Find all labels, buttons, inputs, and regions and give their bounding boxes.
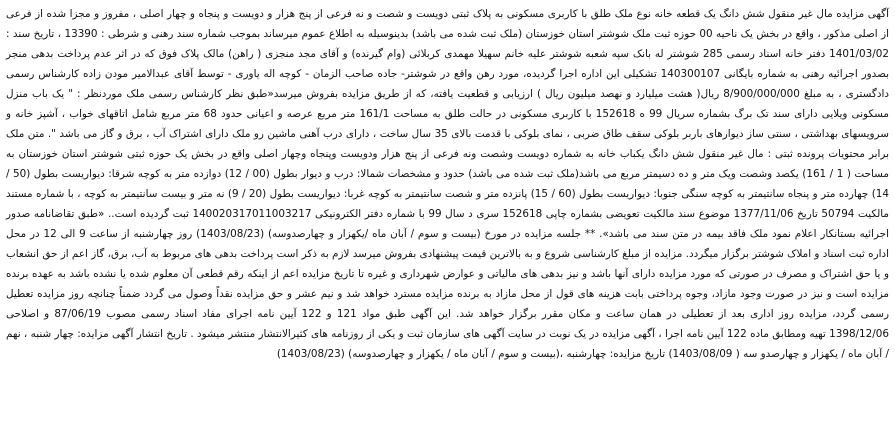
auction-notice-text: آگهی مزایده مال غیر منقول شش دانگ یک قطعه خانه نوع ملک طلق با کاربری مسکونی به پلاک ثبتی دویست و شصت و نه فرعی از پنج هزار و دویست و پنجاه و چهار اصلی ، مفروز و مجزا شده از فرعی از اصلی مذکور ، واقع در بخش یک ناحیه 00 حوزه ثبت ملک شوشتر استان خوزستان (ملک ثبت شده می باشد) بدینوسیله به اطلاع عموم میرساند بموجب شماره سند رهنی و شرطی : 13390 ، تاریخ سند : 1401/03/02 دفتر خانه اسناد رسمی 285 شوشتر له بانک سپه شعبه شوشتر علیه خانم سهیلا مهمدی کربلائی (وام گیرنده) و آقای مجد منجزی ( راهن) مالک پلاک فوق که در اثر عدم پرداخت بدهی منجر بصدور اجرائیه رهنی به شماره بایگانی 140300107 تشکیلی این اداره اجرا گردیده، مورد رهن واقع در شوشتر- جاده صاحب الزمان - کوچه اله یاوری - توسط آقای عبدالامیر مودن زاده کارشناس رسمی دادگستری ، به مبلغ 8/900/000/000 ریال( هشت میلیارد و نهصد میلیون ریال ) ارزیابی و قطعیت یافته، که از طریق مزایده بفروش میرسد«طبق نظر کارشناس رسمی ملک موردنظر : " یک باب منزل مسکونی ویلایی دارای سند تک برگ بشماره سریال 99 ه 152618 با کاربری مسکونی در حالت طلق به مساحت 161/1 متر مربع عرصه و اعیانی حدود 68 متر مربع شامل اتاقهای خواب ، آشپز خانه و سرویسهای بهداشتی ، سنتی ساز دیوارهای باربر بلوکی سقف طاق ضربی ، نمای بلوکی با قدمت بالای 35 سال ساخت ، دارای درب آهنی ماشین رو ملک دارای اشتراک آب ، برق و گاز می باشد ". متن ملک برابر محتویات پرونده ثبتی : مال غیر منقول شش دانگ یکباب خانه به شماره دویست وشصت ونه فرعی از پنج هزار ودویست وپنجاه وچهار اصلی واقع در بخش یک حوزه ثبتی شوشتر استان خوزستان به مساحت ( 1 / 161) یکصد وشصت ویک متر و ده دسیمتر مربع می باشد(ملک ثبت شده می باشد) حدود و مشخصات شمالا: درب و دیوار بطول (00 / 12) دوازده متر به کوچه شرقا: دیواریست بطول (50 / 14) چهارده متر و پنجاه سانتیمتر به کوچه سنگی جنوبا: دیواریست بطول (60 / 15) پانزده متر و شصت سانتیمتر به کوچه غربا: دیواریست بطول (20 / 9) نه متر و بیست سانتیمتر به کوچه ، با شماره مستند مالکیت 50794 تاریخ 1377/11/06 موضوع سند مالکیت تعویضی بشماره چاپی 152618 سری د سال 99 با شماره دفتر الکترونیکی 140020317011003217 ثبت گردیده است.. «طبق تقاضانامه صدور اجرائیه بستانکار اعلام نمود ملک فاقد بیمه در متن سند می باشد». ** جلسه مزایده در مورخ (بیست و سوم / آبان ماه /یکهزار و چهارصدوسه) (1403/08/23) روز چهارشنبه از ساعت 9 الی 12 در محل اداره ثبت اسناد و املاک شوشتر برگزار میگردد. مزایده از مبلغ کارشناسی شروع و به بالاترین قیمت پیشنهادی بفروش میرسد لازم به ذکر است پرداخت بدهی های مربوط به آب، برق، گاز اعم از حق انشعاب و یا حق اشتراک و مصرف در صورتی که مورد مزایده دارای آنها باشد و نیز بدهی های مالیاتی و عوارض شهرداری و غیره تا تاریخ مزایده اعم از اینکه رقم قطعی آن معلوم شده یا نشده باشد به عهده برنده مزایده است و نیز در صورت وجود مازاد، وجوه پرداختی بابت هزینه های قول از محل مازاد به برنده مزایده مسترد خواهد شد و نیم عشر و حق مزایده نقداً وصول می گردد ضمناً چنانچه روز مزایده تعطیل رسمی گردد، مزایده روز اداری بعد از تعطیلی در همان ساعت و مکان مقرر برگزار خواهد شد. این آگهی طبق مواد 121 و 122 آیین نامه اجرای مفاد اسناد رسمی مصوب 87/06/19 و اصلاحی 1398/12/06 تهیه ومطابق ماده 122 آیین نامه اجرا ، آگهی مزایده در یک نوبت در سایت آگهی های سازمان ثبت و یکی از روزنامه های کثیرالانتشار منتشر میشود . تاریخ انتشار آگهی مزایده: چهار شنبه ، نهم / آبان ماه / یکهزار و چهارصدو سه ( 1403/08/09) تاریخ مزایده: چهارشنبه ،(بیست و سوم / آبان ماه / یکهزار و چهارصدوسه) (1403/08/23): [6, 8, 890, 360]
